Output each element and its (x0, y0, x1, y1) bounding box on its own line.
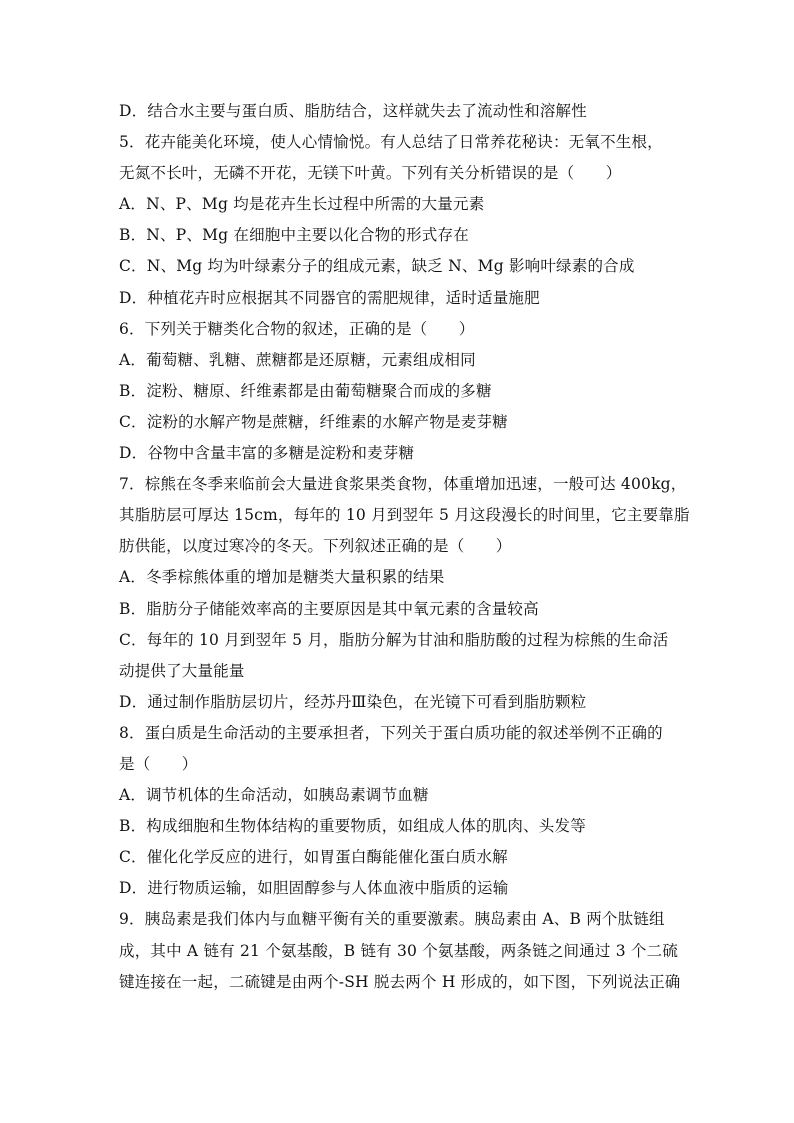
question-8-stem-cont: 是（ ） (119, 754, 198, 773)
question-8-stem: 8．蛋白质是生命活动的主要承担者，下列关于蛋白质功能的叙述举例不正确的 (119, 723, 663, 742)
option-c-q6: C．淀粉的水解产物是蔗糖，纤维素的水解产物是麦芽糖 (119, 412, 508, 431)
option-c-q5: C．N、Mg 均为叶绿素分子的组成元素，缺乏 N、Mg 影响叶绿素的合成 (119, 257, 635, 276)
option-c-q7-cont: 动提供了大量能量 (119, 661, 245, 680)
option-a-q8: A．调节机体的生命活动，如胰岛素调节血糖 (119, 786, 429, 805)
question-7-stem-cont-2: 肪供能，以度过寒冷的冬天。下列叙述正确的是（ ） (119, 537, 512, 556)
question-5-stem-cont: 无氮不长叶，无磷不开花，无镁下叶黄。下列有关分析错误的是（ ） (119, 164, 622, 183)
option-a-q5: A．N、P、Mg 均是花卉生长过程中所需的大量元素 (119, 195, 485, 214)
option-b-q7: B．脂肪分子储能效率高的主要原因是其中氧元素的含量较高 (119, 599, 539, 618)
question-9-stem-cont-1: 成，其中 A 链有 21 个氨基酸，B 链有 30 个氨基酸，两条链之间通过 3 个二硫 (119, 941, 679, 960)
option-d-q4: D．结合水主要与蛋白质、脂肪结合，这样就失去了流动性和溶解性 (119, 102, 587, 120)
option-b-q6: B．淀粉、糖原、纤维素都是由葡萄糖聚合而成的多糖 (119, 381, 492, 400)
question-9-stem-cont-2: 键连接在一起，二硫键是由两个-SH 脱去两个 H 形成的，如下图，下列说法正确 (119, 972, 681, 991)
question-7-stem-cont-1: 其脂肪层可厚达 15cm，每年的 10 月到翌年 5 月这段漫长的时间里，它主要靠脂 (119, 506, 690, 525)
question-6-stem: 6．下列关于糖类化合物的叙述，正确的是（ ） (119, 319, 475, 338)
question-9-stem: 9．胰岛素是我们体内与血糖平衡有关的重要激素。胰岛素由 A、B 两个肽链组 (119, 910, 665, 929)
option-d-q5: D．种植花卉时应根据其不同器官的需肥规律，适时适量施肥 (119, 288, 540, 307)
option-d-q6: D．谷物中含量丰富的多糖是淀粉和麦芽糖 (119, 444, 415, 463)
question-5-stem: 5．花卉能美化环境，使人心情愉悦。有人总结了日常养花秘诀：无氧不生根， (119, 133, 663, 152)
question-7-stem: 7．棕熊在冬季来临前会大量进食浆果类食物，体重增加迅速，一般可达 400kg， (119, 475, 687, 494)
option-c-q7: C．每年的 10 月到翌年 5 月，脂肪分解为甘油和脂肪酸的过程为棕熊的生命活 (119, 630, 669, 649)
option-b-q5: B．N、P、Mg 在细胞中主要以化合物的形式存在 (119, 226, 469, 245)
option-d-q8: D．进行物质运输，如胆固醇参与人体血液中脂质的运输 (119, 879, 509, 898)
option-c-q8: C．催化化学反应的进行，如胃蛋白酶能催化蛋白质水解 (119, 848, 508, 867)
option-a-q7: A．冬季棕熊体重的增加是糖类大量积累的结果 (119, 568, 445, 587)
question-text-block (119, 96, 690, 998)
option-b-q8: B．构成细胞和生物体结构的重要物质，如组成人体的肌肉、头发等 (119, 817, 586, 836)
option-d-q7: D．通过制作脂肪层切片，经苏丹Ⅲ染色，在光镜下可看到脂肪颗粒 (119, 692, 587, 711)
option-a-q6: A．葡萄糖、乳糖、蔗糖都是还原糖，元素组成相同 (119, 350, 476, 369)
